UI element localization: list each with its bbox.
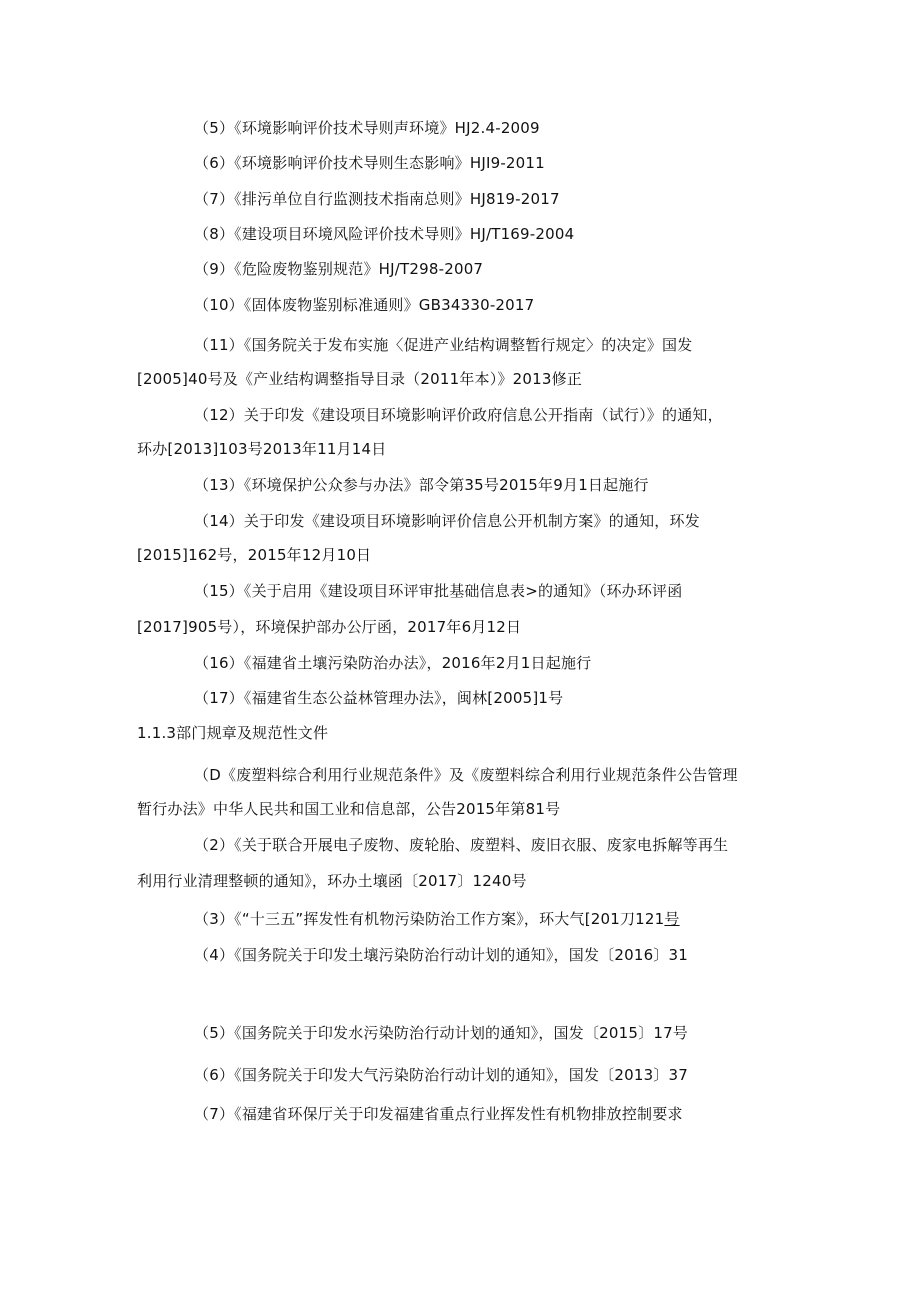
reference-item-11-line1: （11）《国务院关于发布实施〈促进产业结构调整暂行规定〉的决定》国发: [194, 336, 693, 354]
reference-item-13: （13）《环境保护公众参与办法》部令第35号2015年9月1日起施行: [194, 476, 649, 494]
regulation-item-3-underlined-suffix: 号: [664, 910, 680, 928]
reference-item-5: （5）《环境影响评价技术导则声环境》HJ2.4-2009: [194, 119, 540, 137]
reference-item-7: （7）《排污单位自行监测技术指南总则》HJ819-2017: [194, 190, 560, 208]
regulation-item-5: （5）《国务院关于印发水污染防治行动计划的通知》，国发〔2015〕17号: [194, 1024, 689, 1042]
reference-item-6: （6）《环境影响评价技术导则生态影响》HJI9-2011: [194, 154, 545, 172]
reference-item-12-line1: （12）关于印发《建设项目环境影响评价政府信息公开指南（试行）》的通知，: [194, 406, 723, 424]
regulation-item-3: [194, 909, 680, 929]
reference-item-8: （8）《建设项目环境风险评价技术导则》HJ/T169-2004: [194, 225, 575, 243]
reference-item-15-line1: （15）《关于启用《建设项目环评审批基础信息表>的通知》（环办环评函: [194, 582, 683, 600]
section-heading: 1.1.3部门规章及规范性文件: [137, 724, 329, 742]
regulation-item-2-line2: 利用行业清理整顿的通知》，环办土壤函〔2017〕1240号: [137, 872, 527, 890]
reference-item-10: （10）《固体废物鉴别标准通则》GB34330-2017: [194, 296, 535, 314]
regulation-item-1-line2: 暂行办法》中华人民共和国工业和信息部，公告2015年第81号: [137, 800, 561, 818]
regulation-item-2-line1: （2）《关于联合开展电子废物、废轮胎、废塑料、废旧衣服、废家电拆解等再生: [194, 836, 729, 854]
reference-item-17: （17）《福建省生态公益林管理办法》，闽林[2005]1号: [194, 689, 564, 707]
reference-item-11-line2: [2005]40号及《产业结构调整指导目录（2011年本）》2013修正: [137, 370, 583, 388]
regulation-item-1-line1: （D《废塑料综合利用行业规范条件》及《废塑料综合利用行业规范条件公告管理: [194, 766, 738, 784]
regulation-item-3-text: （3）《“十三五”挥发性有机物污染防治工作方案》，环大气[201刀121: [194, 910, 665, 928]
reference-item-15-line2: [2017]905号），环境保护部办公厅函，2017年6月12日: [137, 618, 522, 636]
regulation-item-7: （7）《福建省环保厅关于印发福建省重点行业挥发性有机物排放控制要求: [194, 1105, 683, 1123]
reference-item-12-line2: 环办[2013]103号2013年11月14日: [137, 440, 387, 458]
reference-item-14-line2: [2015]162号，2015年12月10日: [137, 546, 372, 564]
regulation-item-6: （6）《国务院关于印发大气污染防治行动计划的通知》，国发〔2013〕37: [194, 1066, 689, 1084]
reference-item-14-line1: （14）关于印发《建设项目环境影响评价信息公开机制方案》的通知，环发: [194, 512, 700, 530]
reference-item-16: （16）《福建省土壤污染防治办法》，2016年2月1日起施行: [194, 654, 592, 672]
regulation-item-4: （4）《国务院关于印发土壤污染防治行动计划的通知》，国发〔2016〕31: [194, 946, 689, 964]
reference-item-9: （9）《危险废物鉴别规范》HJ/T298-2007: [194, 260, 484, 278]
